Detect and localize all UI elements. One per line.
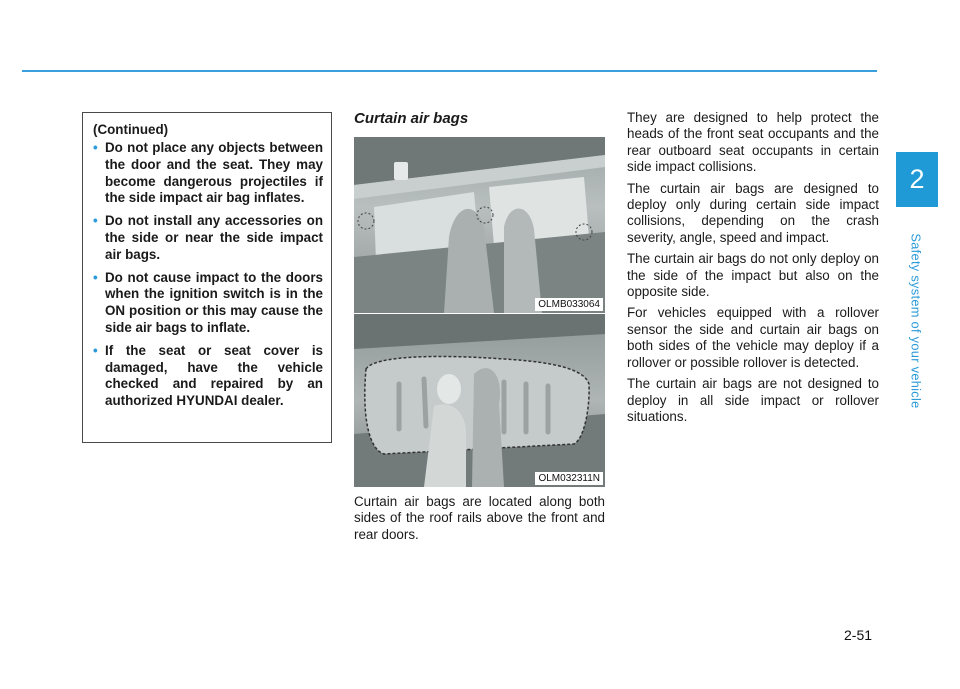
car-interior-illustration [354,137,605,313]
paragraph: The curtain air bags are not designed to deploy in all side impact or rollover situations. [627,376,879,424]
bullet-icon: • [93,342,98,358]
bullet-icon: • [93,140,98,155]
chapter-number: 2 [909,164,925,194]
chapter-caption [906,233,926,409]
figure-curtain-airbag-locations [354,137,605,313]
paragraph: The curtain air bags are designed to deploy only during certain side impact collisions, depending on the crash severity, angle, speed and impact. [627,180,879,245]
figure-curtain-airbag-deployed [354,314,605,487]
warning-box [82,112,332,443]
curtain-airbag-location-text: Curtain air bags are located along both sides of the roof rails above the front and rear doors. [354,494,605,542]
chapter-caption-text: Safety system of your vehicle [908,233,924,409]
warning-item [91,343,323,410]
bullet-icon: • [93,213,98,229]
warning-item-text: If the seat or seat cover is damaged, have the vehicle checked and repaired by an authorized HYUNDAI dealer. [105,342,323,409]
warning-item [91,140,323,207]
figure-code-label: OLM032311N [535,472,603,485]
deployed-curtain-illustration [354,314,605,487]
page-number: 2-51 [844,627,873,643]
warning-item-text: Do not place any objects between the door and the seat. They may become dangerous projectiles if the side impact air bag inflates. [105,140,323,206]
paragraph: They are designed to help protect the heads of the front seat occupants and the rear outboard seat occupants in certain side impact collisions. [627,110,879,175]
bullet-icon: • [93,269,98,285]
section-title: Curtain air bags [354,110,469,127]
top-rule [22,70,877,72]
chapter-tab [896,152,938,207]
paragraph: The curtain air bags do not only deploy on the side of the impact but also on the opposite side. [627,251,879,300]
warning-item [91,270,323,337]
warning-item-text: Do not install any accessories on the side or near the side impact air bags. [105,213,323,262]
right-column-text [627,110,879,430]
warning-title: (Continued) [93,122,169,137]
warning-item-text: Do not cause impact to the doors when the ignition switch is in the ON position or this may cause the side air bags to inflate. [105,269,323,335]
warning-item [91,213,323,263]
figure-code-label: OLMB033064 [535,298,603,311]
paragraph: For vehicles equipped with a rollover sensor the side and curtain air bags on both sides of the vehicle may deploy if a rollover or possible rollover is detected. [627,305,879,370]
